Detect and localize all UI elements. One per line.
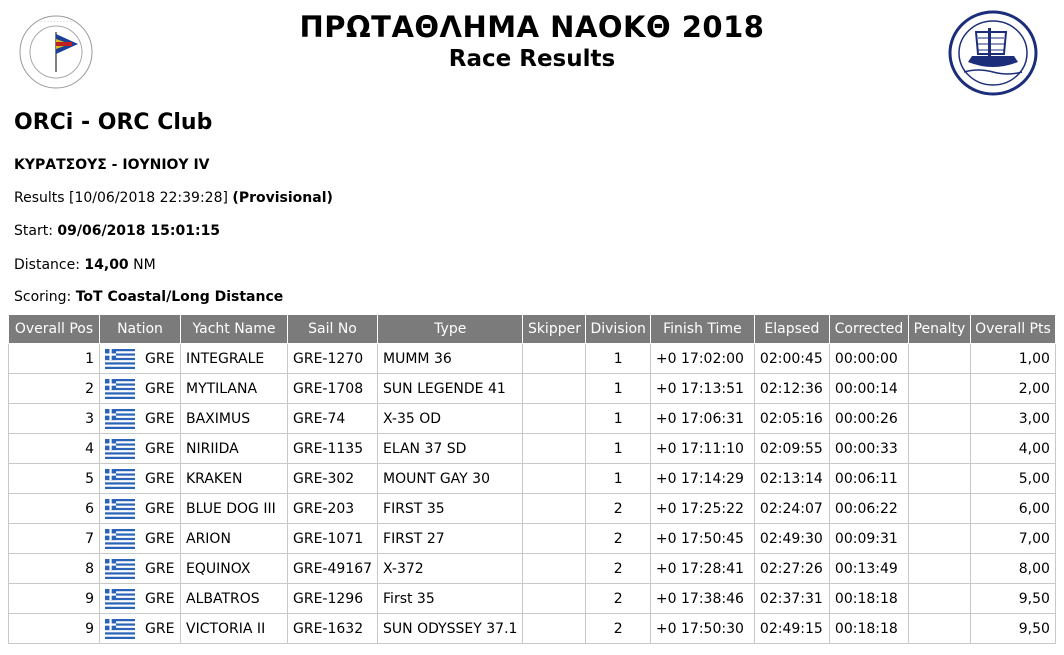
cell-elapsed: 02:24:07 — [754, 494, 829, 524]
nation-code: GRE — [145, 500, 175, 517]
cell-penalty — [908, 554, 970, 584]
cell-finish-time: +0 17:11:10 — [650, 434, 754, 464]
table-row[interactable] — [9, 524, 1056, 554]
cell-nation — [100, 464, 181, 494]
cell-overall-pos: 8 — [9, 554, 100, 584]
nation-wrap — [105, 349, 175, 369]
table-row[interactable] — [9, 404, 1056, 434]
race-name: ΚΥΡΑΤΣΟΥΣ - ΙΟΥΝΙΟΥ IV — [14, 157, 210, 173]
cell-division: 1 — [586, 464, 650, 494]
greek-flag-icon — [105, 619, 135, 639]
cell-skipper — [523, 404, 586, 434]
scoring-label: Scoring: — [14, 289, 72, 305]
col-type[interactable]: Type — [378, 315, 523, 344]
col-skipper[interactable]: Skipper — [523, 315, 586, 344]
cell-sail-no: GRE-74 — [288, 404, 378, 434]
cell-corrected: 00:18:18 — [829, 614, 908, 644]
cell-type: X-372 — [378, 554, 523, 584]
cell-finish-time: +0 17:38:46 — [650, 584, 754, 614]
cell-corrected: 00:00:33 — [829, 434, 908, 464]
cell-corrected: 00:06:11 — [829, 464, 908, 494]
cell-division: 2 — [586, 584, 650, 614]
nation-wrap — [105, 379, 175, 399]
cell-nation — [100, 524, 181, 554]
nation-code: GRE — [145, 410, 175, 427]
cell-sail-no: GRE-1270 — [288, 344, 378, 374]
results-status: (Provisional) — [232, 190, 333, 206]
cell-finish-time: +0 17:50:45 — [650, 524, 754, 554]
cell-type: FIRST 35 — [378, 494, 523, 524]
cell-corrected: 00:09:31 — [829, 524, 908, 554]
col-division[interactable]: Division — [586, 315, 650, 344]
table-row[interactable] — [9, 584, 1056, 614]
col-finish-time[interactable]: Finish Time — [650, 315, 754, 344]
cell-yacht-name: VICTORIA II — [181, 614, 288, 644]
cell-sail-no: GRE-49167 — [288, 554, 378, 584]
cell-overall-pos: 2 — [9, 374, 100, 404]
cell-overall-pts: 7,00 — [970, 524, 1055, 554]
cell-sail-no: GRE-1296 — [288, 584, 378, 614]
greek-flag-icon — [105, 379, 135, 399]
nation-wrap — [105, 559, 175, 579]
nation-code: GRE — [145, 590, 175, 607]
cell-yacht-name: INTEGRALE — [181, 344, 288, 374]
cell-type: MOUNT GAY 30 — [378, 464, 523, 494]
cell-skipper — [523, 434, 586, 464]
cell-penalty — [908, 374, 970, 404]
greek-flag-icon — [105, 589, 135, 609]
cell-finish-time: +0 17:13:51 — [650, 374, 754, 404]
cell-overall-pos: 9 — [9, 584, 100, 614]
cell-elapsed: 02:37:31 — [754, 584, 829, 614]
class-heading: ORCi - ORC Club — [14, 110, 213, 135]
col-overall-pts[interactable]: Overall Pts — [970, 315, 1055, 344]
greek-flag-icon — [105, 439, 135, 459]
cell-division: 2 — [586, 494, 650, 524]
nation-code: GRE — [145, 350, 175, 367]
cell-skipper — [523, 344, 586, 374]
cell-elapsed: 02:27:26 — [754, 554, 829, 584]
greek-flag-icon — [105, 529, 135, 549]
nation-code: GRE — [145, 530, 175, 547]
greek-flag-icon — [105, 559, 135, 579]
greek-flag-icon — [105, 469, 135, 489]
cell-skipper — [523, 374, 586, 404]
cell-nation — [100, 404, 181, 434]
table-row[interactable] — [9, 464, 1056, 494]
table-row[interactable] — [9, 614, 1056, 644]
cell-yacht-name: MYTILANA — [181, 374, 288, 404]
cell-corrected: 00:00:26 — [829, 404, 908, 434]
cell-type: SUN LEGENDE 41 — [378, 374, 523, 404]
col-nation[interactable]: Nation — [100, 315, 181, 344]
table-row[interactable] — [9, 494, 1056, 524]
cell-overall-pos: 3 — [9, 404, 100, 434]
cell-penalty — [908, 434, 970, 464]
nation-wrap — [105, 469, 175, 489]
cell-yacht-name: BAXIMUS — [181, 404, 288, 434]
distance-line — [14, 257, 156, 273]
distance-unit: NM — [133, 257, 156, 273]
start-label: Start: — [14, 223, 53, 239]
cell-sail-no: GRE-302 — [288, 464, 378, 494]
cell-corrected: 00:06:22 — [829, 494, 908, 524]
cell-finish-time: +0 17:28:41 — [650, 554, 754, 584]
cell-overall-pts: 8,00 — [970, 554, 1055, 584]
cell-type: FIRST 27 — [378, 524, 523, 554]
cell-yacht-name: BLUE DOG III — [181, 494, 288, 524]
nation-code: GRE — [145, 470, 175, 487]
col-penalty[interactable]: Penalty — [908, 315, 970, 344]
nation-code: GRE — [145, 380, 175, 397]
cell-corrected: 00:00:00 — [829, 344, 908, 374]
col-sail-no[interactable]: Sail No — [288, 315, 378, 344]
cell-finish-time: +0 17:02:00 — [650, 344, 754, 374]
cell-nation — [100, 584, 181, 614]
cell-penalty — [908, 614, 970, 644]
distance-label: Distance: — [14, 257, 80, 273]
cell-elapsed: 02:13:14 — [754, 464, 829, 494]
cell-overall-pts: 9,50 — [970, 584, 1055, 614]
nation-wrap — [105, 409, 175, 429]
cell-skipper — [523, 554, 586, 584]
svg-text:· · · · · · · · · ·: · · · · · · · · · · — [40, 19, 72, 25]
cell-division: 1 — [586, 344, 650, 374]
cell-type: First 35 — [378, 584, 523, 614]
cell-sail-no: GRE-1632 — [288, 614, 378, 644]
cell-nation — [100, 554, 181, 584]
greek-flag-icon — [105, 499, 135, 519]
table-row[interactable] — [9, 434, 1056, 464]
greek-flag-icon — [105, 409, 135, 429]
cell-yacht-name: EQUINOX — [181, 554, 288, 584]
cell-type: X-35 OD — [378, 404, 523, 434]
nation-wrap — [105, 589, 175, 609]
results-timestamp: [10/06/2018 22:39:28] — [69, 190, 228, 206]
cell-nation — [100, 344, 181, 374]
cell-nation — [100, 614, 181, 644]
cell-sail-no: GRE-1071 — [288, 524, 378, 554]
cell-elapsed: 02:12:36 — [754, 374, 829, 404]
cell-skipper — [523, 524, 586, 554]
cell-elapsed: 02:49:30 — [754, 524, 829, 554]
cell-elapsed: 02:49:15 — [754, 614, 829, 644]
nation-wrap — [105, 619, 175, 639]
cell-elapsed: 02:05:16 — [754, 404, 829, 434]
cell-penalty — [908, 344, 970, 374]
cell-finish-time: +0 17:25:22 — [650, 494, 754, 524]
cell-division: 2 — [586, 524, 650, 554]
cell-corrected: 00:13:49 — [829, 554, 908, 584]
table-header-row — [9, 315, 1056, 344]
cell-overall-pos: 9 — [9, 614, 100, 644]
nation-code: GRE — [145, 440, 175, 457]
nation-code: GRE — [145, 620, 175, 637]
cell-skipper — [523, 494, 586, 524]
distance-value: 14,00 — [84, 257, 129, 273]
scoring-line — [14, 289, 283, 305]
cell-yacht-name: KRAKEN — [181, 464, 288, 494]
cell-overall-pos: 7 — [9, 524, 100, 554]
cell-overall-pos: 5 — [9, 464, 100, 494]
cell-type: SUN ODYSSEY 37.1 — [378, 614, 523, 644]
cell-penalty — [908, 494, 970, 524]
cell-type: ELAN 37 SD — [378, 434, 523, 464]
cell-skipper — [523, 614, 586, 644]
cell-overall-pts: 3,00 — [970, 404, 1055, 434]
greek-flag-icon — [105, 349, 135, 369]
cell-overall-pts: 2,00 — [970, 374, 1055, 404]
cell-nation — [100, 374, 181, 404]
results-line — [14, 190, 333, 206]
cell-overall-pos: 4 — [9, 434, 100, 464]
cell-division: 1 — [586, 374, 650, 404]
cell-sail-no: GRE-1708 — [288, 374, 378, 404]
nation-code: GRE — [145, 560, 175, 577]
cell-penalty — [908, 404, 970, 434]
cell-finish-time: +0 17:14:29 — [650, 464, 754, 494]
cell-finish-time: +0 17:50:30 — [650, 614, 754, 644]
cell-division: 2 — [586, 614, 650, 644]
col-yacht-name[interactable]: Yacht Name — [181, 315, 288, 344]
cell-skipper — [523, 584, 586, 614]
col-overall-pos[interactable]: Overall Pos — [9, 315, 100, 344]
cell-skipper — [523, 464, 586, 494]
page-subtitle: Race Results — [448, 46, 616, 72]
cell-elapsed: 02:09:55 — [754, 434, 829, 464]
cell-finish-time: +0 17:06:31 — [650, 404, 754, 434]
cell-overall-pts: 5,00 — [970, 464, 1055, 494]
results-table — [8, 314, 1056, 644]
cell-yacht-name: ALBATROS — [181, 584, 288, 614]
cell-nation — [100, 494, 181, 524]
cell-sail-no: GRE-203 — [288, 494, 378, 524]
cell-overall-pos: 6 — [9, 494, 100, 524]
page-title: ΠΡΩΤΑΘΛΗΜΑ ΝΑΟΚΘ 2018 — [299, 10, 765, 44]
cell-corrected: 00:18:18 — [829, 584, 908, 614]
cell-division: 1 — [586, 434, 650, 464]
cell-overall-pos: 1 — [9, 344, 100, 374]
cell-overall-pts: 1,00 — [970, 344, 1055, 374]
table-row[interactable] — [9, 374, 1056, 404]
table-row[interactable] — [9, 344, 1056, 374]
scoring-value: ToT Coastal/Long Distance — [75, 289, 284, 305]
cell-penalty — [908, 524, 970, 554]
cell-corrected: 00:00:14 — [829, 374, 908, 404]
cell-penalty — [908, 584, 970, 614]
cell-yacht-name: NIRIIDA — [181, 434, 288, 464]
cell-yacht-name: ARION — [181, 524, 288, 554]
nation-wrap — [105, 529, 175, 549]
nation-wrap — [105, 439, 175, 459]
cell-nation — [100, 434, 181, 464]
cell-type: MUMM 36 — [378, 344, 523, 374]
cell-overall-pts: 4,00 — [970, 434, 1055, 464]
table-row[interactable] — [9, 554, 1056, 584]
start-value: 09/06/2018 15:01:15 — [57, 223, 221, 239]
cell-division: 2 — [586, 554, 650, 584]
cell-penalty — [908, 464, 970, 494]
cell-elapsed: 02:00:45 — [754, 344, 829, 374]
cell-overall-pts: 6,00 — [970, 494, 1055, 524]
col-elapsed[interactable]: Elapsed — [754, 315, 829, 344]
cell-sail-no: GRE-1135 — [288, 434, 378, 464]
nation-wrap — [105, 499, 175, 519]
col-corrected[interactable]: Corrected — [829, 315, 908, 344]
cell-division: 1 — [586, 404, 650, 434]
start-line — [14, 223, 220, 239]
results-label: Results — [14, 190, 65, 206]
cell-overall-pts: 9,50 — [970, 614, 1055, 644]
